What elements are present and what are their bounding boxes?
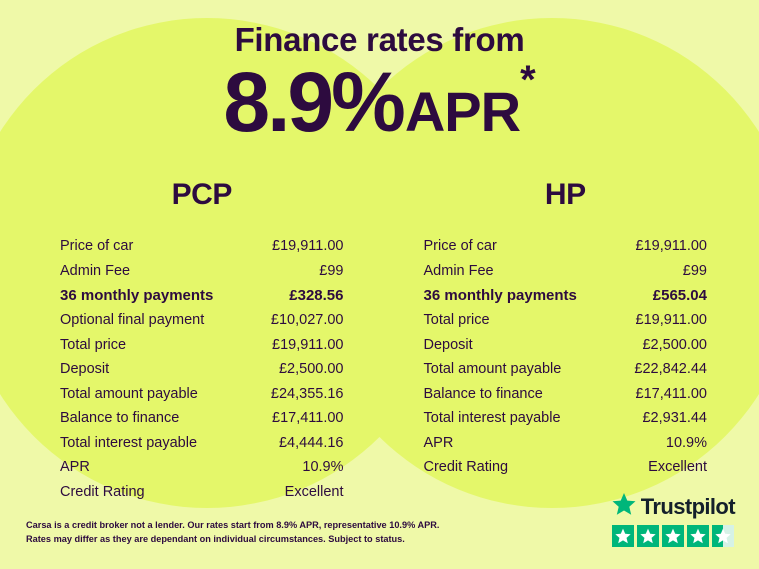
- star-icon: [637, 525, 659, 547]
- row-label: Admin Fee: [60, 262, 131, 279]
- row-label: 36 monthly payments: [423, 287, 577, 305]
- row-label: Balance to finance: [60, 410, 180, 427]
- hp-column: [380, 178, 759, 504]
- row-value: £328.56: [289, 287, 344, 305]
- row-value: £19,911.00: [635, 238, 707, 255]
- table-row: [424, 357, 708, 381]
- star-half-icon: [712, 525, 734, 547]
- star-icon: [687, 525, 709, 547]
- row-label: Deposit: [423, 336, 473, 353]
- row-label: Total amount payable: [423, 361, 562, 378]
- row-value: £2,931.44: [642, 410, 707, 427]
- row-label: Price of car: [60, 238, 134, 255]
- row-label: Admin Fee: [423, 262, 494, 279]
- row-label: Optional final payment: [60, 312, 205, 329]
- row-value: 10.9%: [302, 459, 344, 476]
- row-value: £17,411.00: [272, 410, 344, 427]
- trustpilot-label: Trustpilot: [640, 493, 735, 519]
- row-value: £19,911.00: [635, 312, 707, 329]
- table-row: [424, 283, 708, 308]
- trustpilot-header: [612, 492, 735, 521]
- pcp-column-title: PCP: [171, 178, 232, 212]
- row-value: £4,444.16: [278, 434, 344, 451]
- table-row: [424, 382, 708, 406]
- row-value: £24,355.16: [270, 385, 344, 402]
- pcp-column: [0, 178, 380, 504]
- row-value: £22,842.44: [634, 361, 707, 378]
- trustpilot-star-icon: [612, 492, 636, 521]
- row-label: Total interest payable: [423, 410, 561, 427]
- row-value: £10,027.00: [270, 312, 344, 329]
- table-row: [60, 357, 344, 381]
- row-value: £19,911.00: [272, 238, 344, 255]
- row-label: Balance to finance: [423, 385, 543, 402]
- table-row: [424, 455, 708, 479]
- table-row: [60, 333, 344, 357]
- row-label: Deposit: [60, 361, 110, 378]
- row-label: APR: [60, 459, 90, 476]
- table-row: [60, 406, 344, 430]
- row-label: Price of car: [423, 238, 497, 255]
- table-row: [60, 234, 344, 258]
- table-row: [424, 259, 708, 283]
- table-row: [60, 480, 344, 504]
- row-label: APR: [423, 434, 454, 451]
- row-value: 10.9%: [665, 434, 707, 451]
- table-row: [424, 308, 708, 332]
- row-value: £2,500.00: [278, 361, 344, 378]
- rate-asterisk: *: [520, 58, 536, 103]
- row-value: £17,411.00: [635, 385, 707, 402]
- row-label: Credit Rating: [60, 483, 145, 500]
- row-value: Excellent: [284, 483, 344, 500]
- table-row: [60, 308, 344, 332]
- star-icon: [612, 525, 634, 547]
- row-value: £565.04: [652, 287, 707, 305]
- row-value: £99: [682, 262, 707, 279]
- page-title: Finance rates from: [234, 21, 525, 58]
- row-label: Total price: [60, 336, 127, 353]
- row-label: Credit Rating: [423, 459, 509, 476]
- table-row: [60, 382, 344, 406]
- row-label: Total amount payable: [60, 385, 198, 402]
- row-label: 36 monthly payments: [60, 287, 214, 305]
- table-row: [60, 283, 344, 308]
- row-value: £19,911.00: [272, 336, 344, 353]
- table-row: [60, 259, 344, 283]
- trustpilot-rating: [612, 492, 735, 547]
- table-row: [424, 333, 708, 357]
- rate-number: 8.9%: [223, 55, 403, 150]
- trustpilot-stars: [612, 525, 735, 547]
- row-label: Total interest payable: [60, 434, 198, 451]
- rate-apr-label: APR: [404, 80, 521, 144]
- star-icon: [662, 525, 684, 547]
- table-row: [424, 406, 708, 430]
- row-label: Total price: [423, 312, 490, 329]
- table-row: [424, 431, 708, 455]
- table-row: [60, 455, 344, 479]
- row-value: Excellent: [648, 459, 707, 476]
- disclaimer-text: Carsa is a credit broker not a lender. Our rates start from 8.9% APR, representative 10.9% APR. Rates may differ as they are dependant on individual circumstances. Subject to status.: [26, 520, 440, 545]
- hp-column-title: HP: [544, 178, 586, 212]
- headline-rate: [0, 55, 759, 150]
- finance-columns: [0, 178, 759, 504]
- row-value: £99: [319, 262, 344, 279]
- row-value: £2,500.00: [642, 336, 707, 353]
- table-row: [60, 431, 344, 455]
- table-row: [424, 234, 708, 258]
